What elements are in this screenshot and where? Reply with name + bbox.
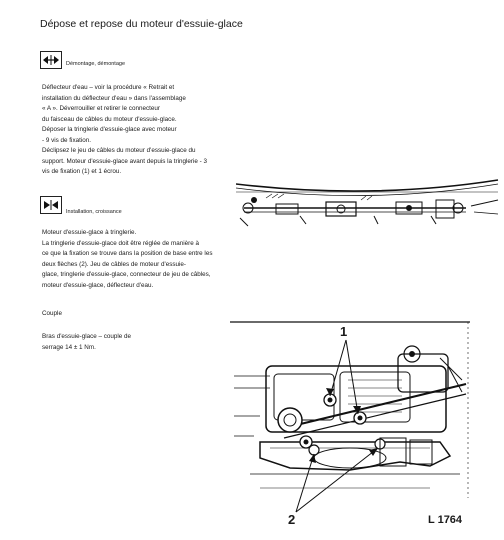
text-line: Bras d'essuie-glace – couple de [42, 333, 132, 340]
text-line: Déclipsez le jeu de câbles du moteur d'essuie-glace du [42, 147, 196, 154]
figure-reference: L 1764 [428, 514, 463, 526]
wiper-motor-figure [230, 318, 504, 532]
section-label-demontage: Démontage, démontage [66, 61, 126, 67]
section-label-couple: Couple [42, 310, 62, 317]
text-line: La tringlerie d'essuie-glace doit être réglée de manière à [42, 239, 199, 247]
arrows-together-icon [40, 196, 62, 214]
text-line: Moteur d'essuie-glace à tringlerie. [42, 229, 137, 236]
text-line: installation du déflecteur d'eau » dans l'assemblage [42, 94, 186, 102]
text-line: Déflecteur d'eau – voir la procédure « Retrait et [42, 84, 175, 91]
text-line: du faisceau de câbles du moteur d'essuie-glace. [42, 115, 177, 123]
installation-text [42, 228, 212, 291]
text-line: support. Moteur d'essuie-glace avant depuis la tringlerie - 3 [42, 157, 208, 165]
demontage-text [42, 83, 207, 178]
callout-2: 2 [288, 512, 296, 527]
text-line: glace, tringlerie d'essuie-glace, connecteur de jeu de câbles, [42, 271, 211, 278]
text-line: « A ». Déverrouiller et retirer le connecteur [42, 105, 160, 112]
text-line: ce que la fixation se trouve dans la position de base entre les [42, 250, 213, 257]
couple-text [42, 332, 131, 353]
wiper-linkage-figure [236, 178, 504, 236]
page-title: Dépose et repose du moteur d'essuie-glace [40, 18, 243, 30]
text-line: vis de fixation (1) et 1 écrou. [42, 168, 122, 175]
arrows-apart-icon [40, 51, 62, 69]
section-label-installation: Installation, croissance [66, 209, 122, 215]
callout-1: 1 [340, 324, 348, 339]
text-line: moteur d'essuie-glace, déflecteur d'eau. [42, 281, 154, 289]
text-line: Déposer la tringlerie d'essuie-glace avec moteur [42, 126, 177, 133]
text-line: serrage 14 ± 1 Nm. [42, 343, 96, 351]
text-line: deux flèches (2). Jeu de câbles de moteur d'essuie- [42, 260, 187, 268]
text-line: - 9 vis de fixation. [42, 136, 91, 144]
